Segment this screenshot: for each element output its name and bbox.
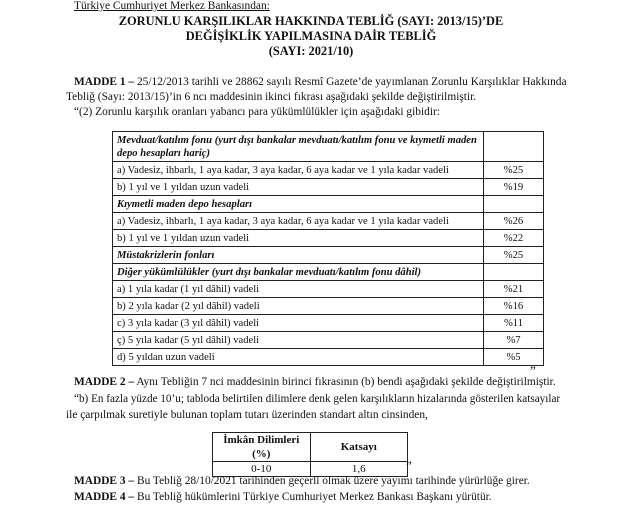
madde3-label: MADDE 3 –	[74, 475, 135, 487]
rate-value: %19	[484, 179, 544, 196]
coefficient-range: 0-10	[213, 462, 311, 477]
rate-item-label: b) 1 yıl ve 1 yıldan uzun vadeli	[113, 179, 484, 196]
rate-item-label: b) 1 yıl ve 1 yıldan uzun vadeli	[113, 230, 484, 247]
madde3-line	[74, 475, 530, 487]
title-line-3: (SAYI: 2021/10)	[268, 44, 354, 58]
rate-category-label: Müstakrizlerin fonları	[113, 247, 484, 264]
quote-close-1: ”	[530, 363, 536, 378]
madde1-label: MADDE 1 –	[74, 76, 135, 88]
rate-table-row	[113, 281, 544, 298]
madde4-line	[74, 491, 492, 503]
madde4-label: MADDE 4 –	[74, 491, 135, 503]
rate-value: %21	[484, 281, 544, 298]
madde2-label: MADDE 2 –	[74, 376, 135, 388]
rate-value: %16	[484, 298, 544, 315]
rate-item-label: a) Vadesiz, ihbarlı, 1 aya kadar, 3 aya kadar, 6 aya kadar ve 1 yıla kadar vadeli	[113, 162, 484, 179]
rate-table-row	[113, 332, 544, 349]
rate-table-row	[113, 264, 544, 281]
rate-category-label: Diğer yükümlülükler (yurt dışı bankalar mevduatı/katılım fonu dâhil)	[113, 264, 484, 281]
rate-table-row	[113, 179, 544, 196]
title-line-2: DEĞİŞİKLİK YAPILMASINA DAİR TEBLİĞ	[185, 29, 437, 43]
coefficient-factor: 1,6	[310, 462, 408, 477]
rate-table-row	[113, 213, 544, 230]
rate-table-row	[113, 162, 544, 179]
rate-value: %22	[484, 230, 544, 247]
coefficient-table	[212, 432, 408, 477]
title-line-1: ZORUNLU KARŞILIKLAR HAKKINDA TEBLİĞ (SAYI: 2013/15)’DE	[118, 14, 504, 28]
madde2-line	[74, 376, 556, 388]
rate-value	[484, 264, 544, 281]
madde1-line2: Tebliğ (Sayı: 2013/15)’in 6 ncı maddesinin ikinci fıkrası aşağıdaki şekilde değiştirilmiştir.	[66, 91, 477, 103]
issuer-line: Türkiye Cumhuriyet Merkez Bankasından:	[74, 0, 270, 12]
coefficient-header-row	[213, 433, 408, 462]
madde4-text: Bu Tebliğ hükümlerini Türkiye Cumhuriyet Merkez Bankası Başkanı yürütür.	[134, 491, 492, 503]
madde1-line1	[74, 76, 567, 88]
rate-item-label: ç) 5 yıla kadar (5 yıl dâhil) vadeli	[113, 332, 484, 349]
rate-table-row	[113, 298, 544, 315]
rate-table-row	[113, 230, 544, 247]
rate-value: %25	[484, 247, 544, 264]
reserve-rate-table	[112, 131, 544, 366]
rate-value	[484, 132, 544, 162]
rate-item-label: d) 5 yıldan uzun vadeli	[113, 349, 484, 366]
madde1-text1: 25/12/2013 tarihli ve 28862 sayılı Resmî Gazete’de yayımlanan Zorunlu Karşılıklar Hakkında	[134, 76, 567, 88]
rate-table-row	[113, 349, 544, 366]
madde3-text: Bu Tebliğ 28/10/2021 tarihinden geçerli olmak üzere yayımı tarihinde yürürlüğe girer.	[134, 475, 530, 487]
rate-item-label: b) 2 yıla kadar (2 yıl dâhil) vadeli	[113, 298, 484, 315]
rate-value: %25	[484, 162, 544, 179]
madde2-text: Aynı Tebliğin 7 nci maddesinin birinci fıkrasının (b) bendi aşağıdaki şekilde değiştirilmiştir.	[134, 376, 556, 388]
quote-close-2: ”	[406, 458, 412, 473]
madde2-quote-line2: ile çarpılmak suretiyle bulunan toplam tutarı üzerinden standart altın cinsinden,	[66, 409, 428, 421]
madde1-quote: “(2) Zorunlu karşılık oranları yabancı para yükümlülükler için aşağıdaki gibidir:	[74, 106, 440, 118]
madde2-quote-line1: “b) En fazla yüzde 10’u; tabloda belirtilen dilimlere denk gelen karşılıkların hizalarında gösterilen katsayılar	[74, 393, 561, 405]
rate-table-row	[113, 247, 544, 264]
rate-value: %5	[484, 349, 544, 366]
rate-item-label: c) 3 yıla kadar (3 yıl dâhil) vadeli	[113, 315, 484, 332]
rate-table-row	[113, 196, 544, 213]
rate-value: %26	[484, 213, 544, 230]
rate-category-label: Kıymetli maden depo hesapları	[113, 196, 484, 213]
rate-value: %11	[484, 315, 544, 332]
coefficient-header-factor: Katsayı	[310, 433, 408, 462]
rate-item-label: a) Vadesiz, ihbarlı, 1 aya kadar, 3 aya kadar, 6 aya kadar ve 1 yıla kadar vadeli	[113, 213, 484, 230]
rate-item-label: a) 1 yıla kadar (1 yıl dâhil) vadeli	[113, 281, 484, 298]
rate-table-row	[113, 315, 544, 332]
coefficient-header-range: İmkân Dilimleri (%)	[213, 433, 311, 462]
rate-table-row	[113, 132, 544, 162]
rate-value	[484, 196, 544, 213]
rate-value: %7	[484, 332, 544, 349]
rate-category-label: Mevduat/katılım fonu (yurt dışı bankalar mevduatı/katılım fonu ve kıymetli maden depo hesapları hariç)	[113, 132, 484, 162]
